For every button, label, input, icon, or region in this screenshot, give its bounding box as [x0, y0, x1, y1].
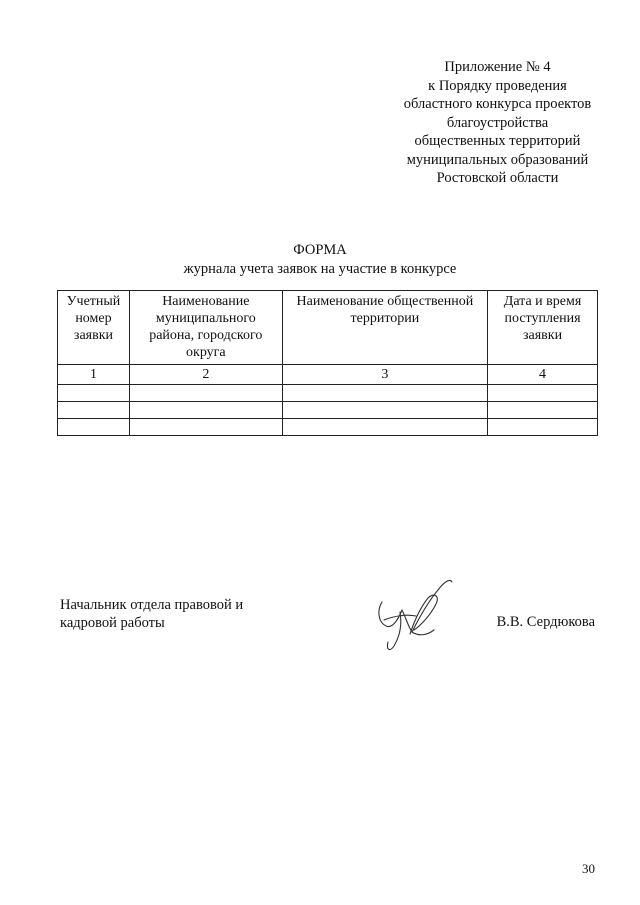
journal-table: [57, 290, 598, 436]
header-cell-number: [58, 291, 130, 365]
handwritten-signature: [372, 572, 456, 654]
form-title: ФОРМА: [293, 242, 347, 258]
header-line: заявки: [73, 328, 114, 343]
table-cell: [488, 402, 598, 419]
table-cell: [282, 385, 487, 402]
table-header-row: [58, 291, 598, 365]
header-line: Наименование общественной: [296, 294, 474, 309]
signatory-name: В.В. Сердюкова: [496, 614, 595, 630]
column-number-cell: 1: [58, 365, 130, 385]
appendix-line: областного конкурса проектов: [403, 96, 592, 112]
appendix-line: муниципальных образований: [406, 151, 589, 168]
signatory-position: [60, 596, 243, 632]
signatory-position-line: Начальник отдела правовой и: [60, 597, 244, 613]
column-number-row: [58, 365, 598, 385]
column-number-cell: 3: [282, 365, 487, 385]
form-subtitle: журнала учета заявок на участие в конкурсе: [183, 261, 457, 277]
table-row: [58, 402, 598, 419]
table-cell: [488, 419, 598, 436]
header-line: Учетный: [66, 294, 121, 309]
table-row: [58, 419, 598, 436]
header-line: округа: [186, 345, 226, 360]
table-cell: [58, 385, 130, 402]
appendix-line: Ростовской области: [436, 170, 559, 186]
table-cell: [282, 402, 487, 419]
table-cell: [488, 385, 598, 402]
header-line: муниципального: [155, 311, 256, 326]
table-cell: [58, 402, 130, 419]
header-line: Наименование: [162, 294, 250, 309]
header-cell-municipality: [129, 291, 282, 365]
column-number-cell: 4: [488, 365, 598, 385]
appendix-line: Приложение № 4: [444, 59, 551, 75]
column-number-cell: 2: [129, 365, 282, 385]
table-cell: [58, 419, 130, 436]
header-cell-territory: [282, 291, 487, 365]
appendix-line: благоустройства: [446, 114, 549, 131]
header-line: заявки: [523, 328, 563, 343]
table-row: [58, 385, 598, 402]
table-cell: [129, 419, 282, 436]
header-line: района, городского: [149, 328, 263, 343]
appendix-line: к Порядку проведения: [428, 77, 567, 94]
header-line: Дата и время: [503, 294, 582, 309]
header-line: территории: [350, 311, 420, 326]
table-cell: [129, 385, 282, 402]
appendix-block: [375, 58, 620, 188]
appendix-line: общественных территорий: [414, 133, 581, 149]
header-line: номер: [75, 311, 112, 326]
table-cell: [129, 402, 282, 419]
header-line: поступления: [504, 311, 581, 326]
signatory-position-line: кадровой работы: [60, 615, 165, 631]
table-cell: [282, 419, 487, 436]
header-cell-datetime: [488, 291, 598, 365]
page-number: 30: [582, 861, 595, 876]
